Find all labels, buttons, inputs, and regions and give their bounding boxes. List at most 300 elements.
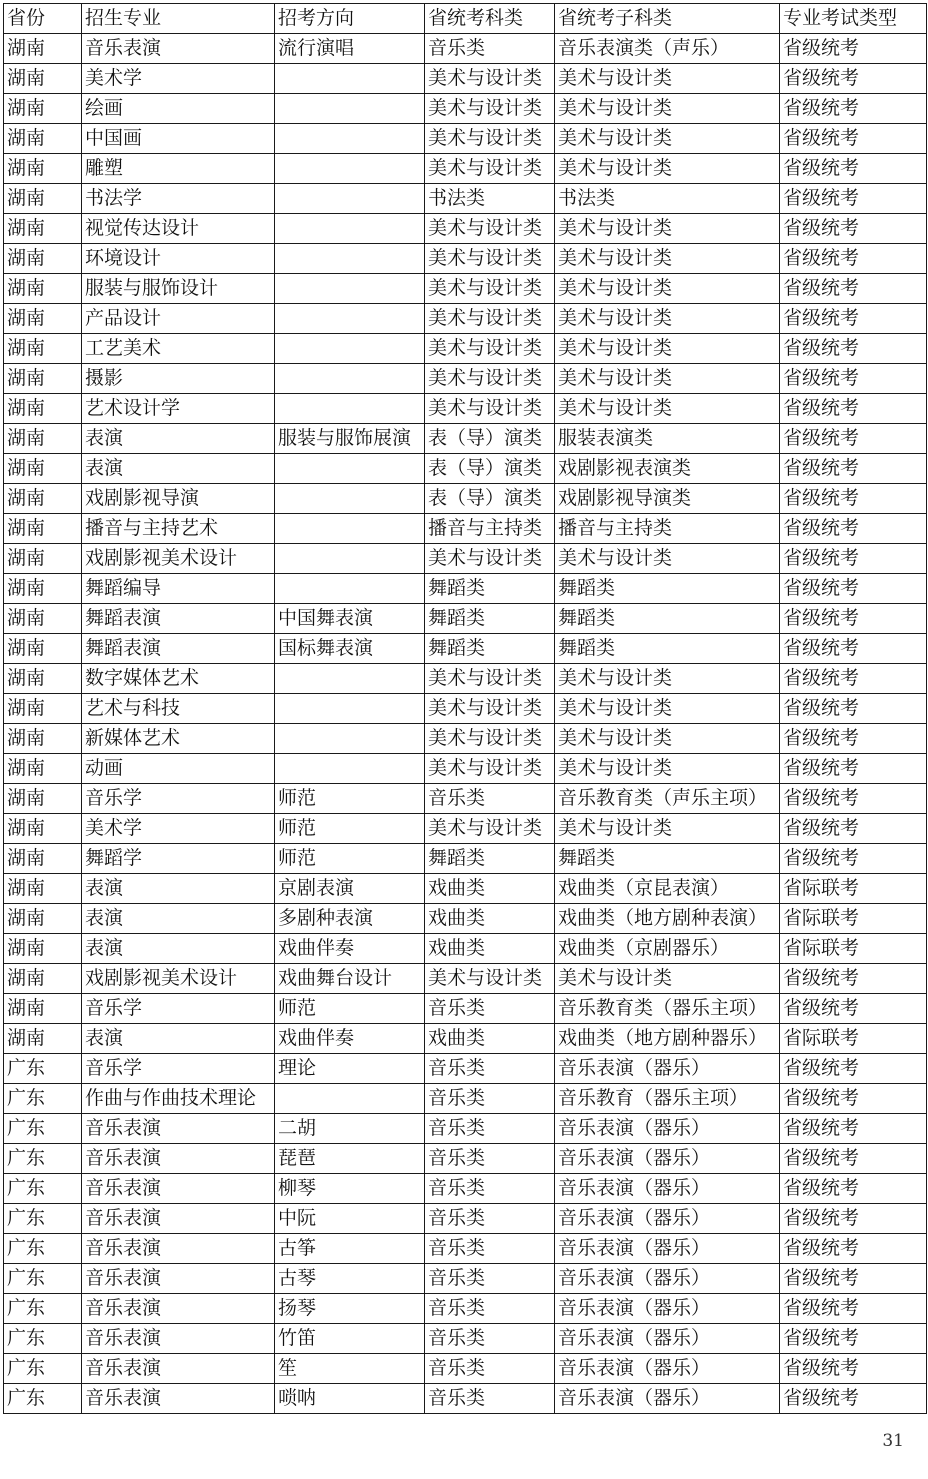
cell-exam-category: 音乐类 bbox=[425, 1234, 555, 1264]
table-row bbox=[4, 1384, 927, 1414]
cell-exam-type: 省级统考 bbox=[780, 304, 927, 334]
cell-exam-category: 音乐类 bbox=[425, 34, 555, 64]
cell-exam-type: 省级统考 bbox=[780, 754, 927, 784]
cell-major: 表演 bbox=[82, 934, 275, 964]
cell-exam-category: 音乐类 bbox=[425, 1174, 555, 1204]
cell-exam-type: 省级统考 bbox=[780, 364, 927, 394]
cell-exam-subcategory: 美术与设计类 bbox=[555, 544, 780, 574]
cell-direction: 戏曲伴奏 bbox=[275, 1024, 425, 1054]
cell-direction bbox=[275, 754, 425, 784]
cell-direction: 竹笛 bbox=[275, 1324, 425, 1354]
cell-major: 艺术与科技 bbox=[82, 694, 275, 724]
cell-exam-subcategory: 美术与设计类 bbox=[555, 664, 780, 694]
table-row bbox=[4, 124, 927, 154]
cell-province: 湖南 bbox=[4, 154, 82, 184]
cell-exam-type: 省际联考 bbox=[780, 904, 927, 934]
cell-major: 音乐表演 bbox=[82, 1234, 275, 1264]
table-row bbox=[4, 1024, 927, 1054]
table-row bbox=[4, 1324, 927, 1354]
cell-exam-category: 美术与设计类 bbox=[425, 394, 555, 424]
cell-province: 广东 bbox=[4, 1144, 82, 1174]
table-row bbox=[4, 784, 927, 814]
cell-exam-type: 省级统考 bbox=[780, 814, 927, 844]
cell-province: 广东 bbox=[4, 1384, 82, 1414]
cell-exam-type: 省级统考 bbox=[780, 184, 927, 214]
table-row bbox=[4, 1174, 927, 1204]
cell-direction: 古琴 bbox=[275, 1264, 425, 1294]
cell-exam-type: 省级统考 bbox=[780, 634, 927, 664]
cell-exam-type: 省际联考 bbox=[780, 934, 927, 964]
cell-direction bbox=[275, 364, 425, 394]
cell-direction bbox=[275, 274, 425, 304]
cell-exam-type: 省级统考 bbox=[780, 1174, 927, 1204]
cell-exam-subcategory: 美术与设计类 bbox=[555, 304, 780, 334]
cell-direction bbox=[275, 454, 425, 484]
cell-exam-category: 美术与设计类 bbox=[425, 244, 555, 274]
cell-direction bbox=[275, 64, 425, 94]
cell-exam-type: 省级统考 bbox=[780, 214, 927, 244]
cell-major: 美术学 bbox=[82, 64, 275, 94]
cell-exam-type: 省级统考 bbox=[780, 454, 927, 484]
cell-direction bbox=[275, 574, 425, 604]
cell-exam-subcategory: 音乐教育类（器乐主项） bbox=[555, 994, 780, 1024]
cell-exam-category: 美术与设计类 bbox=[425, 664, 555, 694]
cell-exam-category: 戏曲类 bbox=[425, 1024, 555, 1054]
cell-direction: 师范 bbox=[275, 784, 425, 814]
cell-province: 广东 bbox=[4, 1054, 82, 1084]
cell-direction bbox=[275, 244, 425, 274]
cell-major: 新媒体艺术 bbox=[82, 724, 275, 754]
cell-exam-type: 省级统考 bbox=[780, 1384, 927, 1414]
cell-major: 摄影 bbox=[82, 364, 275, 394]
table-row bbox=[4, 1144, 927, 1174]
cell-exam-category: 音乐类 bbox=[425, 1204, 555, 1234]
cell-direction bbox=[275, 394, 425, 424]
cell-province: 湖南 bbox=[4, 94, 82, 124]
cell-province: 湖南 bbox=[4, 544, 82, 574]
cell-province: 湖南 bbox=[4, 304, 82, 334]
cell-major: 舞蹈表演 bbox=[82, 604, 275, 634]
cell-direction bbox=[275, 484, 425, 514]
cell-exam-subcategory: 舞蹈类 bbox=[555, 574, 780, 604]
cell-province: 湖南 bbox=[4, 394, 82, 424]
cell-province: 湖南 bbox=[4, 484, 82, 514]
cell-exam-category: 音乐类 bbox=[425, 1144, 555, 1174]
cell-exam-subcategory: 美术与设计类 bbox=[555, 334, 780, 364]
cell-direction: 师范 bbox=[275, 844, 425, 874]
cell-province: 湖南 bbox=[4, 274, 82, 304]
cell-exam-type: 省级统考 bbox=[780, 994, 927, 1024]
cell-exam-category: 美术与设计类 bbox=[425, 964, 555, 994]
cell-exam-type: 省级统考 bbox=[780, 1234, 927, 1264]
cell-major: 产品设计 bbox=[82, 304, 275, 334]
cell-exam-subcategory: 书法类 bbox=[555, 184, 780, 214]
table-row bbox=[4, 544, 927, 574]
cell-province: 湖南 bbox=[4, 1024, 82, 1054]
cell-exam-category: 美术与设计类 bbox=[425, 544, 555, 574]
table-header-row bbox=[4, 4, 927, 34]
table-row bbox=[4, 454, 927, 484]
cell-exam-type: 省级统考 bbox=[780, 1264, 927, 1294]
cell-direction: 师范 bbox=[275, 994, 425, 1024]
table-row bbox=[4, 334, 927, 364]
cell-province: 湖南 bbox=[4, 784, 82, 814]
table-row bbox=[4, 304, 927, 334]
table-row bbox=[4, 1084, 927, 1114]
cell-exam-subcategory: 音乐表演（器乐） bbox=[555, 1114, 780, 1144]
table-row bbox=[4, 694, 927, 724]
cell-exam-category: 舞蹈类 bbox=[425, 574, 555, 604]
header-exam-subcategory: 省统考子科类 bbox=[555, 4, 780, 34]
cell-direction bbox=[275, 184, 425, 214]
cell-exam-type: 省级统考 bbox=[780, 274, 927, 304]
cell-exam-subcategory: 美术与设计类 bbox=[555, 124, 780, 154]
cell-exam-category: 音乐类 bbox=[425, 1324, 555, 1354]
cell-major: 中国画 bbox=[82, 124, 275, 154]
header-major: 招生专业 bbox=[82, 4, 275, 34]
cell-exam-subcategory: 美术与设计类 bbox=[555, 64, 780, 94]
cell-exam-category: 美术与设计类 bbox=[425, 274, 555, 304]
cell-direction: 流行演唱 bbox=[275, 34, 425, 64]
cell-exam-subcategory: 音乐表演（器乐） bbox=[555, 1054, 780, 1084]
cell-province: 广东 bbox=[4, 1264, 82, 1294]
cell-major: 动画 bbox=[82, 754, 275, 784]
cell-province: 湖南 bbox=[4, 34, 82, 64]
cell-exam-type: 省级统考 bbox=[780, 34, 927, 64]
table-row bbox=[4, 514, 927, 544]
cell-province: 湖南 bbox=[4, 994, 82, 1024]
table-row bbox=[4, 94, 927, 124]
cell-major: 环境设计 bbox=[82, 244, 275, 274]
cell-exam-category: 美术与设计类 bbox=[425, 724, 555, 754]
cell-exam-category: 音乐类 bbox=[425, 1114, 555, 1144]
cell-province: 湖南 bbox=[4, 724, 82, 754]
cell-major: 服装与服饰设计 bbox=[82, 274, 275, 304]
table-row bbox=[4, 484, 927, 514]
cell-province: 广东 bbox=[4, 1354, 82, 1384]
cell-province: 湖南 bbox=[4, 904, 82, 934]
cell-exam-subcategory: 美术与设计类 bbox=[555, 694, 780, 724]
cell-exam-subcategory: 音乐表演类（声乐） bbox=[555, 34, 780, 64]
cell-exam-type: 省级统考 bbox=[780, 484, 927, 514]
cell-major: 绘画 bbox=[82, 94, 275, 124]
cell-major: 表演 bbox=[82, 1024, 275, 1054]
table-row bbox=[4, 394, 927, 424]
cell-major: 工艺美术 bbox=[82, 334, 275, 364]
cell-major: 音乐学 bbox=[82, 784, 275, 814]
cell-direction: 柳琴 bbox=[275, 1174, 425, 1204]
cell-major: 舞蹈学 bbox=[82, 844, 275, 874]
cell-direction: 师范 bbox=[275, 814, 425, 844]
cell-direction: 服装与服饰展演 bbox=[275, 424, 425, 454]
cell-exam-type: 省级统考 bbox=[780, 94, 927, 124]
cell-major: 书法学 bbox=[82, 184, 275, 214]
cell-exam-category: 音乐类 bbox=[425, 1054, 555, 1084]
cell-exam-subcategory: 音乐表演（器乐） bbox=[555, 1294, 780, 1324]
cell-exam-subcategory: 音乐表演（器乐） bbox=[555, 1384, 780, 1414]
cell-province: 湖南 bbox=[4, 124, 82, 154]
cell-major: 雕塑 bbox=[82, 154, 275, 184]
cell-province: 湖南 bbox=[4, 244, 82, 274]
cell-exam-category: 表（导）演类 bbox=[425, 484, 555, 514]
cell-major: 作曲与作曲技术理论 bbox=[82, 1084, 275, 1114]
table-row bbox=[4, 664, 927, 694]
cell-major: 舞蹈编导 bbox=[82, 574, 275, 604]
cell-exam-type: 省级统考 bbox=[780, 1054, 927, 1084]
cell-exam-subcategory: 美术与设计类 bbox=[555, 94, 780, 124]
cell-exam-type: 省级统考 bbox=[780, 844, 927, 874]
table-row bbox=[4, 364, 927, 394]
cell-province: 广东 bbox=[4, 1174, 82, 1204]
cell-exam-category: 舞蹈类 bbox=[425, 844, 555, 874]
cell-direction bbox=[275, 514, 425, 544]
cell-exam-category: 美术与设计类 bbox=[425, 124, 555, 154]
cell-exam-category: 音乐类 bbox=[425, 1384, 555, 1414]
cell-direction bbox=[275, 724, 425, 754]
table-row bbox=[4, 64, 927, 94]
cell-direction: 笙 bbox=[275, 1354, 425, 1384]
cell-province: 广东 bbox=[4, 1294, 82, 1324]
cell-exam-category: 美术与设计类 bbox=[425, 214, 555, 244]
table-row bbox=[4, 994, 927, 1024]
cell-exam-subcategory: 美术与设计类 bbox=[555, 214, 780, 244]
cell-major: 音乐表演 bbox=[82, 1354, 275, 1384]
cell-exam-category: 音乐类 bbox=[425, 994, 555, 1024]
cell-province: 湖南 bbox=[4, 334, 82, 364]
table-row bbox=[4, 634, 927, 664]
table-row bbox=[4, 844, 927, 874]
table-row bbox=[4, 424, 927, 454]
cell-exam-subcategory: 音乐表演（器乐） bbox=[555, 1264, 780, 1294]
cell-exam-category: 舞蹈类 bbox=[425, 634, 555, 664]
table-row bbox=[4, 754, 927, 784]
table-row bbox=[4, 214, 927, 244]
cell-province: 湖南 bbox=[4, 454, 82, 484]
cell-direction: 古筝 bbox=[275, 1234, 425, 1264]
table-row bbox=[4, 1294, 927, 1324]
cell-province: 湖南 bbox=[4, 964, 82, 994]
cell-province: 湖南 bbox=[4, 664, 82, 694]
cell-direction: 戏曲伴奏 bbox=[275, 934, 425, 964]
header-exam-category: 省统考科类 bbox=[425, 4, 555, 34]
cell-exam-type: 省级统考 bbox=[780, 244, 927, 274]
cell-direction bbox=[275, 664, 425, 694]
cell-exam-subcategory: 戏曲类（地方剧种器乐） bbox=[555, 1024, 780, 1054]
cell-exam-subcategory: 音乐表演（器乐） bbox=[555, 1174, 780, 1204]
cell-province: 湖南 bbox=[4, 64, 82, 94]
cell-exam-category: 美术与设计类 bbox=[425, 694, 555, 724]
cell-exam-subcategory: 舞蹈类 bbox=[555, 604, 780, 634]
cell-exam-category: 戏曲类 bbox=[425, 904, 555, 934]
cell-exam-subcategory: 舞蹈类 bbox=[555, 844, 780, 874]
cell-province: 广东 bbox=[4, 1324, 82, 1354]
cell-direction: 京剧表演 bbox=[275, 874, 425, 904]
table-row bbox=[4, 274, 927, 304]
cell-major: 播音与主持艺术 bbox=[82, 514, 275, 544]
cell-major: 戏剧影视美术设计 bbox=[82, 964, 275, 994]
cell-exam-type: 省级统考 bbox=[780, 694, 927, 724]
cell-major: 音乐学 bbox=[82, 1054, 275, 1084]
cell-exam-category: 美术与设计类 bbox=[425, 754, 555, 784]
cell-exam-subcategory: 音乐教育类（声乐主项） bbox=[555, 784, 780, 814]
cell-exam-subcategory: 舞蹈类 bbox=[555, 634, 780, 664]
table-row bbox=[4, 964, 927, 994]
cell-exam-category: 播音与主持类 bbox=[425, 514, 555, 544]
table-row bbox=[4, 604, 927, 634]
cell-exam-subcategory: 音乐表演（器乐） bbox=[555, 1234, 780, 1264]
cell-province: 湖南 bbox=[4, 514, 82, 544]
cell-exam-type: 省际联考 bbox=[780, 874, 927, 904]
cell-exam-type: 省级统考 bbox=[780, 544, 927, 574]
cell-exam-subcategory: 音乐教育（器乐主项） bbox=[555, 1084, 780, 1114]
table-row bbox=[4, 814, 927, 844]
table-row bbox=[4, 724, 927, 754]
cell-exam-subcategory: 音乐表演（器乐） bbox=[555, 1324, 780, 1354]
header-province: 省份 bbox=[4, 4, 82, 34]
cell-major: 音乐表演 bbox=[82, 1264, 275, 1294]
cell-exam-type: 省级统考 bbox=[780, 394, 927, 424]
cell-exam-subcategory: 美术与设计类 bbox=[555, 154, 780, 184]
cell-exam-type: 省级统考 bbox=[780, 64, 927, 94]
cell-province: 湖南 bbox=[4, 694, 82, 724]
cell-province: 广东 bbox=[4, 1204, 82, 1234]
cell-exam-category: 美术与设计类 bbox=[425, 154, 555, 184]
cell-exam-subcategory: 戏曲类（京剧器乐） bbox=[555, 934, 780, 964]
cell-major: 音乐表演 bbox=[82, 1114, 275, 1144]
cell-major: 数字媒体艺术 bbox=[82, 664, 275, 694]
cell-exam-subcategory: 美术与设计类 bbox=[555, 364, 780, 394]
cell-exam-category: 美术与设计类 bbox=[425, 94, 555, 124]
cell-direction: 中国舞表演 bbox=[275, 604, 425, 634]
cell-province: 湖南 bbox=[4, 844, 82, 874]
cell-direction: 扬琴 bbox=[275, 1294, 425, 1324]
cell-exam-type: 省级统考 bbox=[780, 664, 927, 694]
cell-province: 湖南 bbox=[4, 604, 82, 634]
cell-exam-type: 省级统考 bbox=[780, 604, 927, 634]
cell-province: 湖南 bbox=[4, 184, 82, 214]
cell-exam-category: 音乐类 bbox=[425, 1264, 555, 1294]
table-row bbox=[4, 244, 927, 274]
cell-exam-subcategory: 戏曲类（地方剧种表演） bbox=[555, 904, 780, 934]
cell-exam-type: 省级统考 bbox=[780, 1354, 927, 1384]
cell-direction: 二胡 bbox=[275, 1114, 425, 1144]
cell-exam-category: 音乐类 bbox=[425, 1294, 555, 1324]
table-row bbox=[4, 1054, 927, 1084]
cell-exam-subcategory: 服装表演类 bbox=[555, 424, 780, 454]
cell-direction: 国标舞表演 bbox=[275, 634, 425, 664]
cell-exam-category: 美术与设计类 bbox=[425, 364, 555, 394]
table-row bbox=[4, 1354, 927, 1384]
cell-exam-category: 美术与设计类 bbox=[425, 334, 555, 364]
cell-direction bbox=[275, 304, 425, 334]
cell-exam-subcategory: 戏剧影视导演类 bbox=[555, 484, 780, 514]
cell-exam-subcategory: 播音与主持类 bbox=[555, 514, 780, 544]
cell-exam-category: 音乐类 bbox=[425, 1084, 555, 1114]
cell-major: 音乐表演 bbox=[82, 1204, 275, 1234]
cell-exam-category: 戏曲类 bbox=[425, 934, 555, 964]
cell-exam-type: 省级统考 bbox=[780, 334, 927, 364]
cell-province: 广东 bbox=[4, 1114, 82, 1144]
cell-major: 表演 bbox=[82, 874, 275, 904]
cell-province: 湖南 bbox=[4, 814, 82, 844]
cell-province: 湖南 bbox=[4, 424, 82, 454]
cell-exam-type: 省级统考 bbox=[780, 964, 927, 994]
cell-major: 艺术设计学 bbox=[82, 394, 275, 424]
cell-province: 湖南 bbox=[4, 364, 82, 394]
cell-direction: 戏曲舞台设计 bbox=[275, 964, 425, 994]
cell-exam-type: 省级统考 bbox=[780, 514, 927, 544]
cell-major: 舞蹈表演 bbox=[82, 634, 275, 664]
cell-major: 音乐表演 bbox=[82, 1324, 275, 1354]
cell-exam-subcategory: 音乐表演（器乐） bbox=[555, 1144, 780, 1174]
cell-direction bbox=[275, 214, 425, 244]
cell-exam-subcategory: 戏曲类（京昆表演） bbox=[555, 874, 780, 904]
cell-exam-subcategory: 美术与设计类 bbox=[555, 274, 780, 304]
table-row bbox=[4, 1204, 927, 1234]
cell-direction: 中阮 bbox=[275, 1204, 425, 1234]
cell-exam-category: 戏曲类 bbox=[425, 874, 555, 904]
cell-exam-subcategory: 美术与设计类 bbox=[555, 724, 780, 754]
cell-exam-type: 省级统考 bbox=[780, 124, 927, 154]
table-row bbox=[4, 184, 927, 214]
cell-major: 视觉传达设计 bbox=[82, 214, 275, 244]
cell-province: 湖南 bbox=[4, 574, 82, 604]
table-row bbox=[4, 34, 927, 64]
table-row bbox=[4, 904, 927, 934]
cell-direction bbox=[275, 694, 425, 724]
cell-exam-subcategory: 戏剧影视表演类 bbox=[555, 454, 780, 484]
header-direction: 招考方向 bbox=[275, 4, 425, 34]
cell-major: 表演 bbox=[82, 424, 275, 454]
cell-major: 表演 bbox=[82, 454, 275, 484]
cell-exam-type: 省级统考 bbox=[780, 1114, 927, 1144]
cell-major: 音乐表演 bbox=[82, 1144, 275, 1174]
cell-major: 音乐表演 bbox=[82, 1384, 275, 1414]
cell-province: 广东 bbox=[4, 1084, 82, 1114]
cell-exam-type: 省级统考 bbox=[780, 574, 927, 604]
cell-direction bbox=[275, 1084, 425, 1114]
cell-province: 湖南 bbox=[4, 214, 82, 244]
cell-direction: 琵琶 bbox=[275, 1144, 425, 1174]
cell-exam-type: 省际联考 bbox=[780, 1024, 927, 1054]
cell-province: 湖南 bbox=[4, 934, 82, 964]
cell-exam-category: 音乐类 bbox=[425, 1354, 555, 1384]
cell-major: 音乐表演 bbox=[82, 34, 275, 64]
cell-exam-subcategory: 音乐表演（器乐） bbox=[555, 1354, 780, 1384]
cell-major: 美术学 bbox=[82, 814, 275, 844]
table-row bbox=[4, 1114, 927, 1144]
cell-province: 广东 bbox=[4, 1234, 82, 1264]
cell-direction: 多剧种表演 bbox=[275, 904, 425, 934]
cell-exam-type: 省级统考 bbox=[780, 1294, 927, 1324]
cell-exam-subcategory: 音乐表演（器乐） bbox=[555, 1204, 780, 1234]
cell-exam-category: 美术与设计类 bbox=[425, 814, 555, 844]
table-row bbox=[4, 874, 927, 904]
cell-direction bbox=[275, 334, 425, 364]
table-row bbox=[4, 1264, 927, 1294]
cell-exam-category: 美术与设计类 bbox=[425, 304, 555, 334]
cell-major: 表演 bbox=[82, 904, 275, 934]
cell-major: 戏剧影视美术设计 bbox=[82, 544, 275, 574]
cell-exam-category: 舞蹈类 bbox=[425, 604, 555, 634]
cell-exam-type: 省级统考 bbox=[780, 1084, 927, 1114]
cell-exam-type: 省级统考 bbox=[780, 1204, 927, 1234]
cell-major: 音乐表演 bbox=[82, 1174, 275, 1204]
cell-direction bbox=[275, 544, 425, 574]
cell-exam-subcategory: 美术与设计类 bbox=[555, 394, 780, 424]
admissions-table bbox=[3, 3, 927, 1414]
table-row bbox=[4, 1234, 927, 1264]
